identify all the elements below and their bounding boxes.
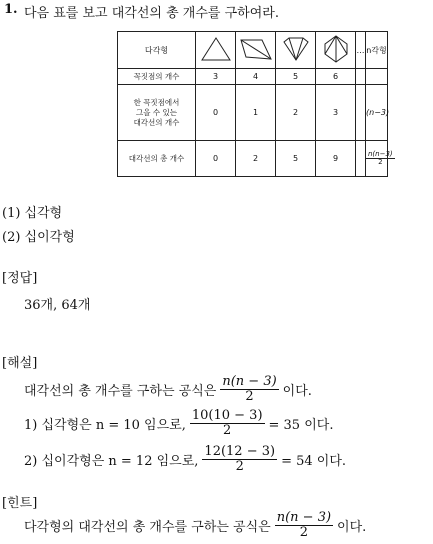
table-cell: 2 [236, 141, 276, 177]
hexagon-figure [316, 32, 356, 69]
question-number: 1. [4, 2, 18, 17]
explanation-text: 1) 십각형은 n = 10 임으로, [24, 417, 186, 433]
fraction-numerator: n(n − 3) [222, 373, 277, 389]
subquestion-1: (1) 십각형 [2, 206, 63, 221]
pentagon-figure [276, 32, 316, 69]
fraction-denominator: 2 [223, 422, 232, 438]
table-row-total-diagonals [118, 141, 388, 177]
question-text: 다음 표를 보고 대각선의 총 개수를 구하여라. [24, 6, 279, 21]
explanation-text: 2) 십이각형은 n = 12 임으로, [24, 453, 199, 469]
answer-text: 36개, 64개 [24, 298, 91, 313]
header-label: 다각형 [118, 32, 196, 69]
table-cell [356, 141, 366, 177]
explanation-text: 이다. [282, 383, 312, 399]
fraction-denominator: 2 [245, 388, 254, 404]
row-label-total-diagonals: 대각선의 총 개수 [118, 141, 196, 177]
fraction-denominator: 2 [235, 458, 244, 474]
hint-text: 이다. [337, 519, 367, 535]
fraction-numerator: 12(12 − 3) [204, 443, 276, 459]
formula-fraction [220, 375, 278, 403]
fraction-numerator: n(n − 3) [276, 509, 332, 525]
quadrilateral-figure [236, 32, 276, 69]
fraction-numerator: n(n−3) [368, 149, 393, 158]
hint-text: 다각형의 대각선의 총 개수를 구하는 공식은 [24, 519, 271, 535]
table-cell [366, 69, 388, 85]
table-cell: 5 [276, 69, 316, 85]
row-label-line: 대각선의 개수 [133, 117, 180, 127]
table-cell: 2 [276, 85, 316, 141]
table-cell: 4 [236, 69, 276, 85]
table-cell: (n−3) [366, 85, 388, 141]
fraction-numerator: 10(10 − 3) [191, 407, 263, 423]
formula-fraction [202, 445, 277, 473]
table-cell [356, 85, 366, 141]
formula-fraction [366, 151, 395, 167]
table-cell: 3 [316, 85, 356, 141]
row-label-line: 한 꼭짓점에서 [133, 97, 180, 107]
table-row-vertices [118, 69, 388, 85]
table-cell: 5 [276, 141, 316, 177]
table-cell: 0 [196, 85, 236, 141]
hint-line [24, 508, 366, 542]
explanation-line-1 [24, 372, 312, 406]
explanation-text: 대각선의 총 개수를 구하는 공식은 [24, 383, 217, 399]
table-cell-formula [366, 141, 393, 177]
table-cell: 1 [236, 85, 276, 141]
pentagon-icon [280, 35, 312, 63]
table-cell [356, 69, 366, 85]
polygon-diagonal-table [117, 31, 393, 177]
ellipsis-cell: … [356, 32, 366, 69]
subquestion-2: (2) 십이각형 [2, 230, 75, 245]
formula-fraction [275, 511, 333, 539]
answer-heading: [정답] [2, 271, 38, 286]
row-label-diagonals-per-vertex [118, 85, 196, 141]
table-cell: 6 [316, 69, 356, 85]
quadrilateral-icon [238, 35, 274, 63]
formula-fraction [190, 409, 265, 437]
n-gon-label: n각형 [366, 32, 388, 69]
table-cell: 9 [316, 141, 356, 177]
explanation-line-3 [24, 442, 346, 476]
hexagon-icon [320, 34, 352, 64]
table-header-row [118, 32, 388, 69]
fraction-denominator: 2 [299, 524, 309, 540]
explanation-text: = 35 이다. [268, 417, 334, 433]
table-cell: 0 [196, 141, 236, 177]
explanation-heading: [해설] [2, 356, 38, 371]
row-label-vertices: 꼭짓점의 개수 [118, 69, 196, 85]
fraction-denominator: 2 [378, 158, 383, 166]
table-cell: 3 [196, 69, 236, 85]
table-row-diagonals-per-vertex [118, 85, 388, 141]
triangle-icon [199, 35, 233, 63]
explanation-line-2 [24, 406, 333, 440]
triangle-figure [196, 32, 236, 69]
hint-heading: [힌트] [2, 496, 38, 511]
explanation-text: = 54 이다. [281, 453, 347, 469]
row-label-line: 그을 수 있는 [136, 107, 177, 117]
